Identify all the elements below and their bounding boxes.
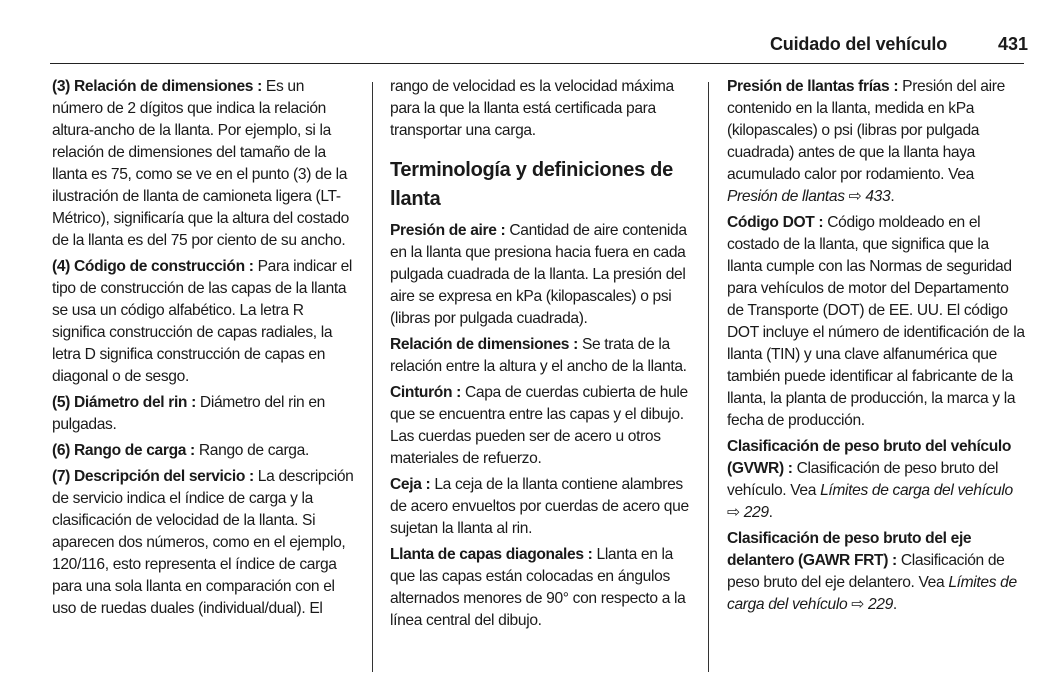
definition-text: Código moldeado en el costado de la llanta, que significa que la llanta cumple con las Normas de seguridad para vehículos de motor del Departamento de Transporte (DOT) de EE. UU. El código DOT incluye el número de identificación de la llanta (TIN) y una clave alfanumérica que también puede identificar al fabricante de la llanta, la planta de producción, la marca y la fecha de producción. (727, 214, 1025, 429)
column-left (52, 76, 355, 624)
definition-term: Clasificación de peso bruto del vehículo (GVWR) : (727, 438, 1012, 477)
definition-text: Clasificación de peso bruto del eje delantero. Vea (727, 552, 1005, 591)
header-rule (50, 63, 1024, 64)
column-divider-2 (708, 82, 709, 672)
page-number: 431 (998, 34, 1029, 54)
definition-term: (5) Diámetro del rin : (52, 394, 196, 411)
definition-dot-code (727, 212, 1027, 432)
definition-text: Es un número de 2 dígitos que indica la relación altura-ancho de la llanta. Por ejemplo, si la relación de dimensiones del tamaño de la llanta es 75, como se ve en el punto (3) de la ilustración de llanta de camioneta ligera (LT-Métrico), significaría que la altura del costado de la llanta es del 75 por ciento de su ancho. (52, 78, 349, 249)
definition-text-end: . (768, 504, 773, 521)
definition-cold-tire-pressure (727, 76, 1027, 208)
definition-belt (390, 382, 690, 470)
definition-term: Ceja : (390, 476, 431, 493)
definition-text: La descripción de servicio indica el índice de carga y la clasificación de velocidad de la llanta. Si aparecen dos números, como en el ejemplo, 120/116, esto representa el índice de carga para una sola llanta en comparación con el uso de ruedas duales (individual/dual). El (52, 468, 354, 617)
definition-text: Capa de cuerdas cubierta de hule que se encuentra entre las capas y el dibujo. Las cuerdas pueden ser de acero u otros materiales de refuerzo. (390, 384, 688, 467)
definition-term: Clasificación de peso bruto del eje delantero (GAWR FRT) : (727, 530, 972, 569)
definition-term: Llanta de capas diagonales : (390, 546, 593, 563)
definition-term: (3) Relación de dimensiones : (52, 78, 262, 95)
column-divider-1 (372, 82, 373, 672)
definition-rim-diameter (52, 392, 355, 436)
column-middle (390, 76, 690, 636)
definition-aspect-ratio-code (52, 76, 355, 252)
column-right (727, 76, 1027, 620)
definition-bias-ply-tire (390, 544, 690, 632)
definition-text: Clasificación de peso bruto del vehículo. Vea (727, 460, 999, 499)
definition-text: La ceja de la llanta contiene alambres de acero envueltos por cuerdas de acero que sujetan la llanta al rin. (390, 476, 689, 537)
definition-service-description (52, 466, 355, 620)
definition-term: (4) Código de construcción : (52, 258, 254, 275)
definition-text: Diámetro del rin en pulgadas. (52, 394, 326, 433)
definition-text: Presión del aire contenido en la llanta, medida en kPa (kilopascales) o psi (libras por pulgada cuadrada) antes de que la llanta haya acumulado calor por rodamiento. Vea (727, 78, 1005, 183)
cross-reference-link[interactable]: Límites de carga del vehículo ⇨ 229 (727, 574, 1017, 613)
definition-text: Llanta en la que las capas están colocadas en ángulos alternados menores de 90° con respecto a la línea central del dibujo. (390, 546, 686, 629)
section-heading: Terminología y definiciones de llanta (390, 159, 673, 210)
continuation-text: rango de velocidad es la velocidad máxima para la que la llanta está certificada para transportar una carga. (390, 78, 674, 139)
definition-aspect-ratio (390, 334, 690, 378)
definition-term: Relación de dimensiones : (390, 336, 578, 353)
running-header-title: Cuidado del vehículo (770, 34, 948, 54)
definition-construction-code (52, 256, 355, 388)
definition-term: (7) Descripción del servicio : (52, 468, 254, 485)
definition-text: Cantidad de aire contenida en la llanta que presiona hacia fuera en cada pulgada cuadrada de la llanta. La presión del aire se expresa en kPa (kilopascales) o psi (libras por pulgada cuadrada). (390, 222, 687, 327)
definition-term: Código DOT : (727, 214, 824, 231)
definition-text-end: . (890, 188, 895, 205)
definition-air-pressure (390, 220, 690, 330)
definition-text: Se trata de la relación entre la altura y el ancho de la llanta. (390, 336, 687, 375)
definition-bead (390, 474, 690, 540)
definition-gawr-frt (727, 528, 1027, 616)
definition-text: Para indicar el tipo de construcción de las capas de la llanta se usa un código alfabético. La letra R significa construcción de capas radiales, la letra D significa construcción de capas en diagonal o de sesgo. (52, 258, 353, 385)
definition-term: Presión de aire : (390, 222, 506, 239)
definition-text-end: . (892, 596, 897, 613)
definition-term: Presión de llantas frías : (727, 78, 899, 95)
definition-load-range (52, 440, 355, 462)
definition-text: Rango de carga. (194, 442, 309, 459)
cross-reference-link[interactable]: Presión de llantas ⇨ 433 (727, 188, 891, 205)
definition-gvwr (727, 436, 1027, 524)
definition-term: Cinturón : (390, 384, 461, 401)
cross-reference-link[interactable]: Límites de carga del vehículo ⇨ 229 (727, 482, 1013, 521)
definition-term: (6) Rango de carga : (52, 442, 195, 459)
